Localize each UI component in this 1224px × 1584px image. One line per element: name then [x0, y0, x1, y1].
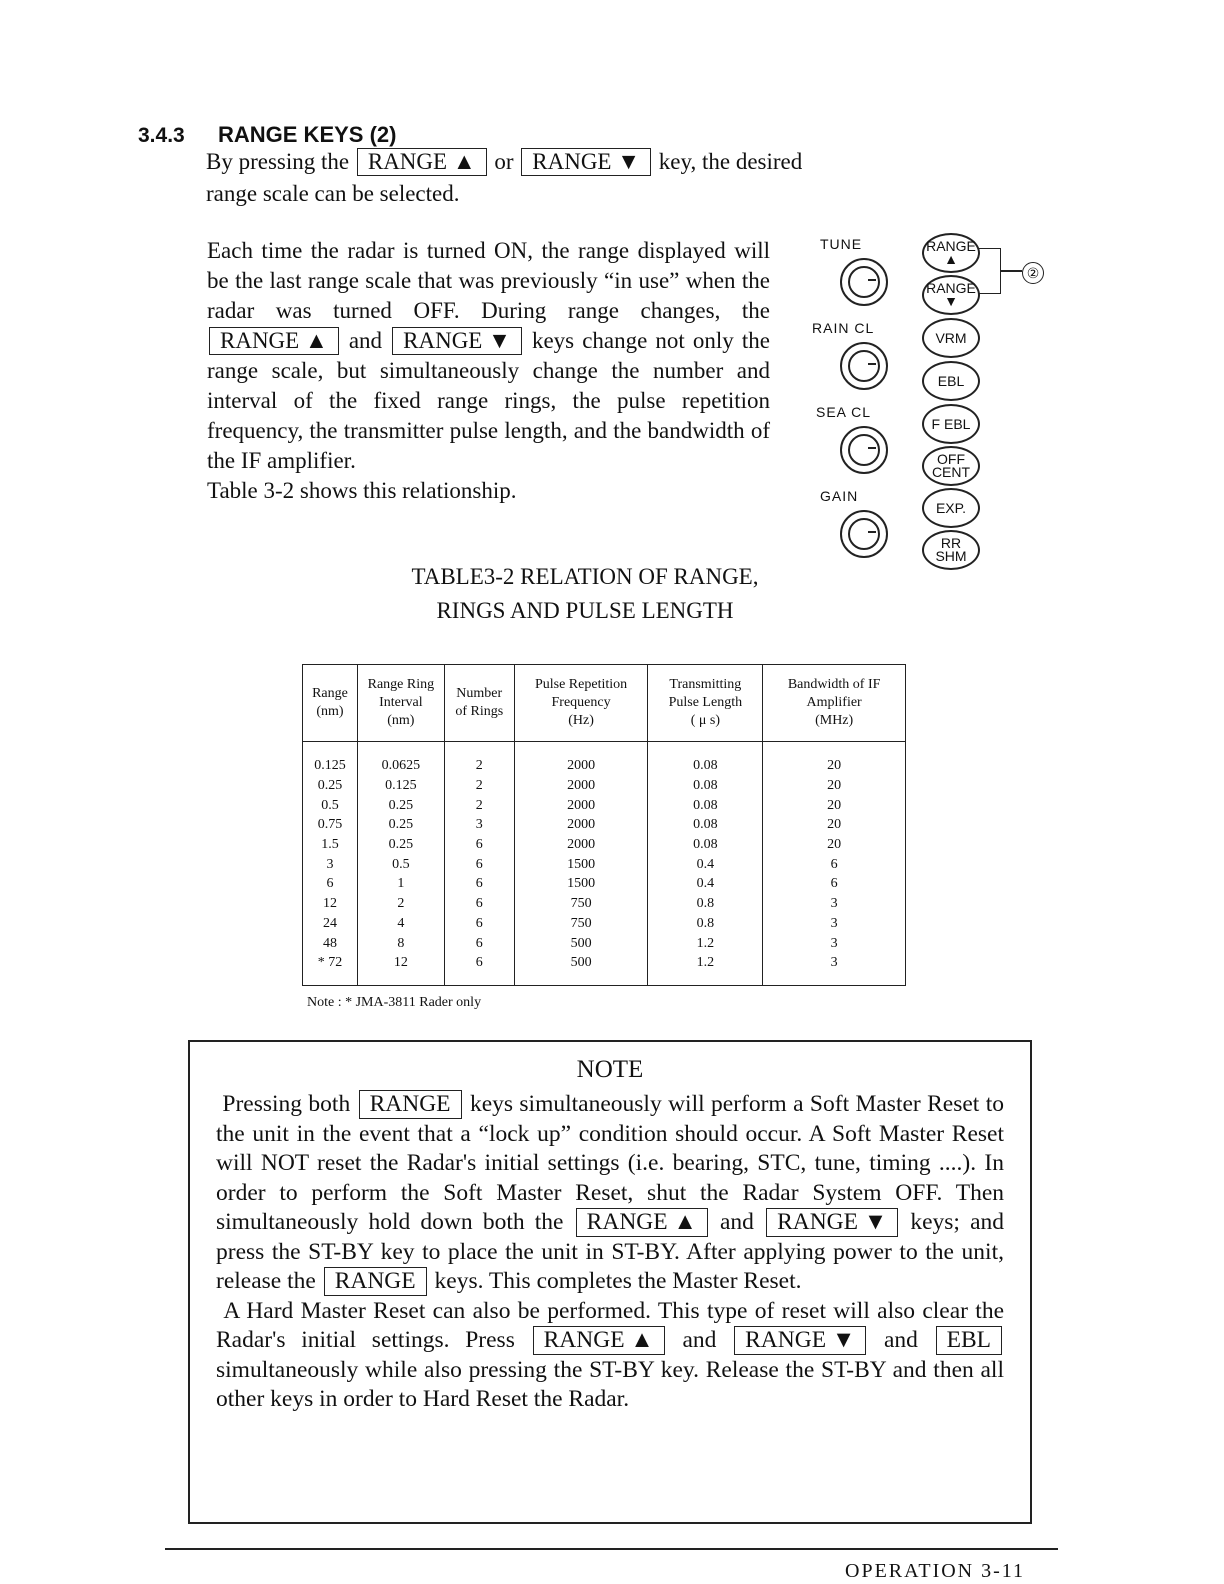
table-row	[303, 914, 906, 934]
paragraph-text-2: and	[348, 328, 383, 353]
callout-bracket	[978, 248, 1001, 294]
table-row	[303, 835, 906, 855]
table-cell: 6	[303, 874, 358, 894]
table-cell: 4	[357, 914, 444, 934]
table-cell: 0.5	[357, 854, 444, 874]
table-cell: 500	[514, 953, 648, 985]
table-cell: 3	[303, 854, 358, 874]
table-cell: 20	[763, 835, 906, 855]
table-cell: 6	[444, 835, 514, 855]
table-cell: 0.08	[648, 742, 763, 776]
note-soft-3: and	[719, 1209, 754, 1235]
table-cell: 2000	[514, 815, 648, 835]
table-cell: 0.5	[303, 795, 358, 815]
range-paragraph	[207, 236, 770, 506]
table-cell: 20	[763, 815, 906, 835]
table-cell: 1.5	[303, 835, 358, 855]
panel-exp-button: EXP.	[922, 488, 980, 528]
table-cell: 0.08	[648, 795, 763, 815]
table-cell: 0.8	[648, 914, 763, 934]
table-row	[303, 894, 906, 914]
table-cell: 6	[444, 894, 514, 914]
table-cell: 500	[514, 933, 648, 953]
table-cell: * 72	[303, 953, 358, 985]
header-ring-interval: Range Ring Interval (nm)	[357, 665, 444, 742]
paragraph-text-1: Each time the radar is turned ON, the range displayed will be the last range scale that was previously “in use” when the radar was turned OFF. During range changes, the	[207, 238, 770, 323]
table-cell: 6	[444, 854, 514, 874]
header-range: Range (nm)	[303, 665, 358, 742]
table-cell: 20	[763, 795, 906, 815]
table-cell: 2000	[514, 835, 648, 855]
table-cell: 6	[444, 874, 514, 894]
table-row	[303, 795, 906, 815]
table-caption	[300, 560, 870, 628]
header-pulse-length: Transmitting Pulse Length ( μ s)	[648, 665, 763, 742]
table-cell: 2000	[514, 742, 648, 776]
sea-cl-label: SEA CL	[816, 404, 872, 420]
table-cell: 0.08	[648, 776, 763, 796]
table-row	[303, 854, 906, 874]
rain-cl-knob	[840, 342, 888, 390]
note-soft-5: keys. This completes the Master Reset.	[434, 1268, 802, 1294]
table-cell: 3	[763, 933, 906, 953]
table-row	[303, 742, 906, 776]
range-up-key: RANGE ▲	[576, 1208, 708, 1237]
footer-rule	[165, 1548, 1058, 1550]
table-cell: 12	[303, 894, 358, 914]
note-text	[216, 1090, 1004, 1415]
table-cell: 1	[357, 874, 444, 894]
panel-rr-shm-button: RR SHM	[922, 530, 980, 570]
table-row	[303, 815, 906, 835]
range-up-key: RANGE ▲	[209, 327, 339, 355]
table-row	[303, 953, 906, 985]
table-cell: 3	[763, 894, 906, 914]
table-cell: 6	[763, 874, 906, 894]
table-cell: 12	[357, 953, 444, 985]
gain-label: GAIN	[820, 488, 859, 504]
header-prf: Pulse Repetition Frequency (Hz)	[514, 665, 648, 742]
panel-vrm-button: VRM	[922, 318, 980, 358]
range-key: RANGE	[324, 1267, 427, 1296]
range-down-key: RANGE ▼	[392, 327, 522, 355]
table-row	[303, 874, 906, 894]
table-caption-line-1: TABLE3-2 RELATION OF RANGE,	[411, 564, 759, 589]
table-cell: 0.08	[648, 815, 763, 835]
callout-line	[1000, 270, 1022, 272]
note-hard-1: A Hard Master Reset can also be performed. This type of reset will also clear the Radar's initial settings. Press	[216, 1297, 1004, 1353]
paragraph-text-3: keys change not only the range scale, but simultaneously change the number and interval of the fixed range rings, the pulse repetition frequency, the transmitter pulse length, and the bandwidth of the IF amplifier.	[207, 328, 770, 473]
callout-number: ②	[1022, 262, 1044, 284]
panel-ebl-button: EBL	[922, 361, 980, 401]
table-cell: 0.0625	[357, 742, 444, 776]
table-cell: 0.125	[303, 742, 358, 776]
table-cell: 1500	[514, 854, 648, 874]
range-up-key: RANGE ▲	[533, 1326, 665, 1355]
range-up-key: RANGE ▲	[357, 148, 487, 176]
panel-f-ebl-button: F EBL	[922, 404, 980, 444]
rain-cl-label: RAIN CL	[812, 320, 875, 336]
table-cell: 0.8	[648, 894, 763, 914]
table-cell: 0.08	[648, 835, 763, 855]
table-cell: 0.25	[357, 795, 444, 815]
table-cell: 1500	[514, 874, 648, 894]
note-soft-2: keys simultaneously will perform a Soft Master Reset to the unit in the event that a “lock up” condition should occur. A Soft Master Reset will NOT reset the Radar's initial settings (i.e. bearing, STC, tune, timing ....). In order to perform the Soft Master Reset, shut the Radar System OFF. Then simultaneously hold down both the	[216, 1091, 1004, 1235]
note-hard-3: and	[883, 1327, 918, 1353]
table-cell: 6	[444, 933, 514, 953]
panel-off-cent-button: OFF CENT	[922, 446, 980, 486]
table-cell: 0.25	[303, 776, 358, 796]
table-cell: 2000	[514, 795, 648, 815]
range-down-key: RANGE ▼	[734, 1326, 866, 1355]
note-hard-2: and	[682, 1327, 717, 1353]
table-row	[303, 776, 906, 796]
table-cell: 1.2	[648, 933, 763, 953]
tune-label: TUNE	[820, 236, 863, 252]
table-cell: 6	[444, 953, 514, 985]
note-soft-1: Pressing both	[222, 1091, 351, 1117]
table-cell: 2	[357, 894, 444, 914]
table-caption-line-2: RINGS AND PULSE LENGTH	[436, 598, 734, 623]
table-cell: 0.125	[357, 776, 444, 796]
table-cell: 20	[763, 742, 906, 776]
table-cell: 2	[444, 795, 514, 815]
range-key: RANGE	[359, 1090, 462, 1119]
header-number-of-rings: Number of Rings	[444, 665, 514, 742]
table-cell: 48	[303, 933, 358, 953]
table-cell: 0.4	[648, 854, 763, 874]
table-cell: 0.75	[303, 815, 358, 835]
page-footer: OPERATION 3-11	[845, 1560, 1026, 1582]
range-down-key: RANGE ▼	[521, 148, 651, 176]
intro-text	[206, 146, 846, 210]
panel-range-up-button: RANGE ▲	[922, 233, 980, 273]
note-box	[188, 1040, 1032, 1524]
table-cell: 20	[763, 776, 906, 796]
intro-text-2: or	[494, 149, 514, 174]
table-cell: 750	[514, 894, 648, 914]
table-cell: 6	[444, 914, 514, 934]
table-cell: 1.2	[648, 953, 763, 985]
note-hard-4: simultaneously while also pressing the ST-BY key. Release the ST-BY and then all other keys in order to Hard Reset the Radar.	[216, 1356, 1004, 1412]
note-heading: NOTE	[576, 1056, 644, 1083]
table-cell: 6	[763, 854, 906, 874]
intro-text-1: By pressing the	[206, 149, 350, 174]
control-panel-diagram	[810, 230, 1070, 580]
range-down-key: RANGE ▼	[766, 1208, 898, 1237]
table-cell: 3	[444, 815, 514, 835]
sea-cl-knob	[840, 426, 888, 474]
range-table	[302, 664, 906, 986]
table-cell: 8	[357, 933, 444, 953]
table-cell: 2	[444, 776, 514, 796]
table-row	[303, 933, 906, 953]
intro-text-3: key, the desired range scale can be selected.	[206, 149, 803, 206]
table-cell: 2000	[514, 776, 648, 796]
table-cell: 3	[763, 953, 906, 985]
paragraph-text-4: Table 3-2 shows this relationship.	[207, 478, 517, 503]
table-cell: 0.4	[648, 874, 763, 894]
section-title: RANGE KEYS (2)	[218, 122, 397, 147]
table-header-row	[303, 665, 906, 742]
table-cell: 2	[444, 742, 514, 776]
table-cell: 0.25	[357, 835, 444, 855]
table-cell: 0.25	[357, 815, 444, 835]
table-cell: 750	[514, 914, 648, 934]
table-cell: 24	[303, 914, 358, 934]
ebl-key: EBL	[936, 1326, 1002, 1355]
gain-knob	[840, 510, 888, 558]
tune-knob	[840, 258, 888, 306]
table-cell: 3	[763, 914, 906, 934]
note-soft-4: keys; and press the ST-BY key to place the unit in ST-BY. After applying power to the unit, release the	[216, 1209, 1005, 1294]
table-note: Note : * JMA-3811 Rader only	[307, 995, 482, 1010]
header-bandwidth: Bandwidth of IF Amplifier (MHz)	[763, 665, 906, 742]
panel-range-down-button: RANGE ▼	[922, 275, 980, 315]
section-number: 3.4.3	[138, 124, 185, 147]
